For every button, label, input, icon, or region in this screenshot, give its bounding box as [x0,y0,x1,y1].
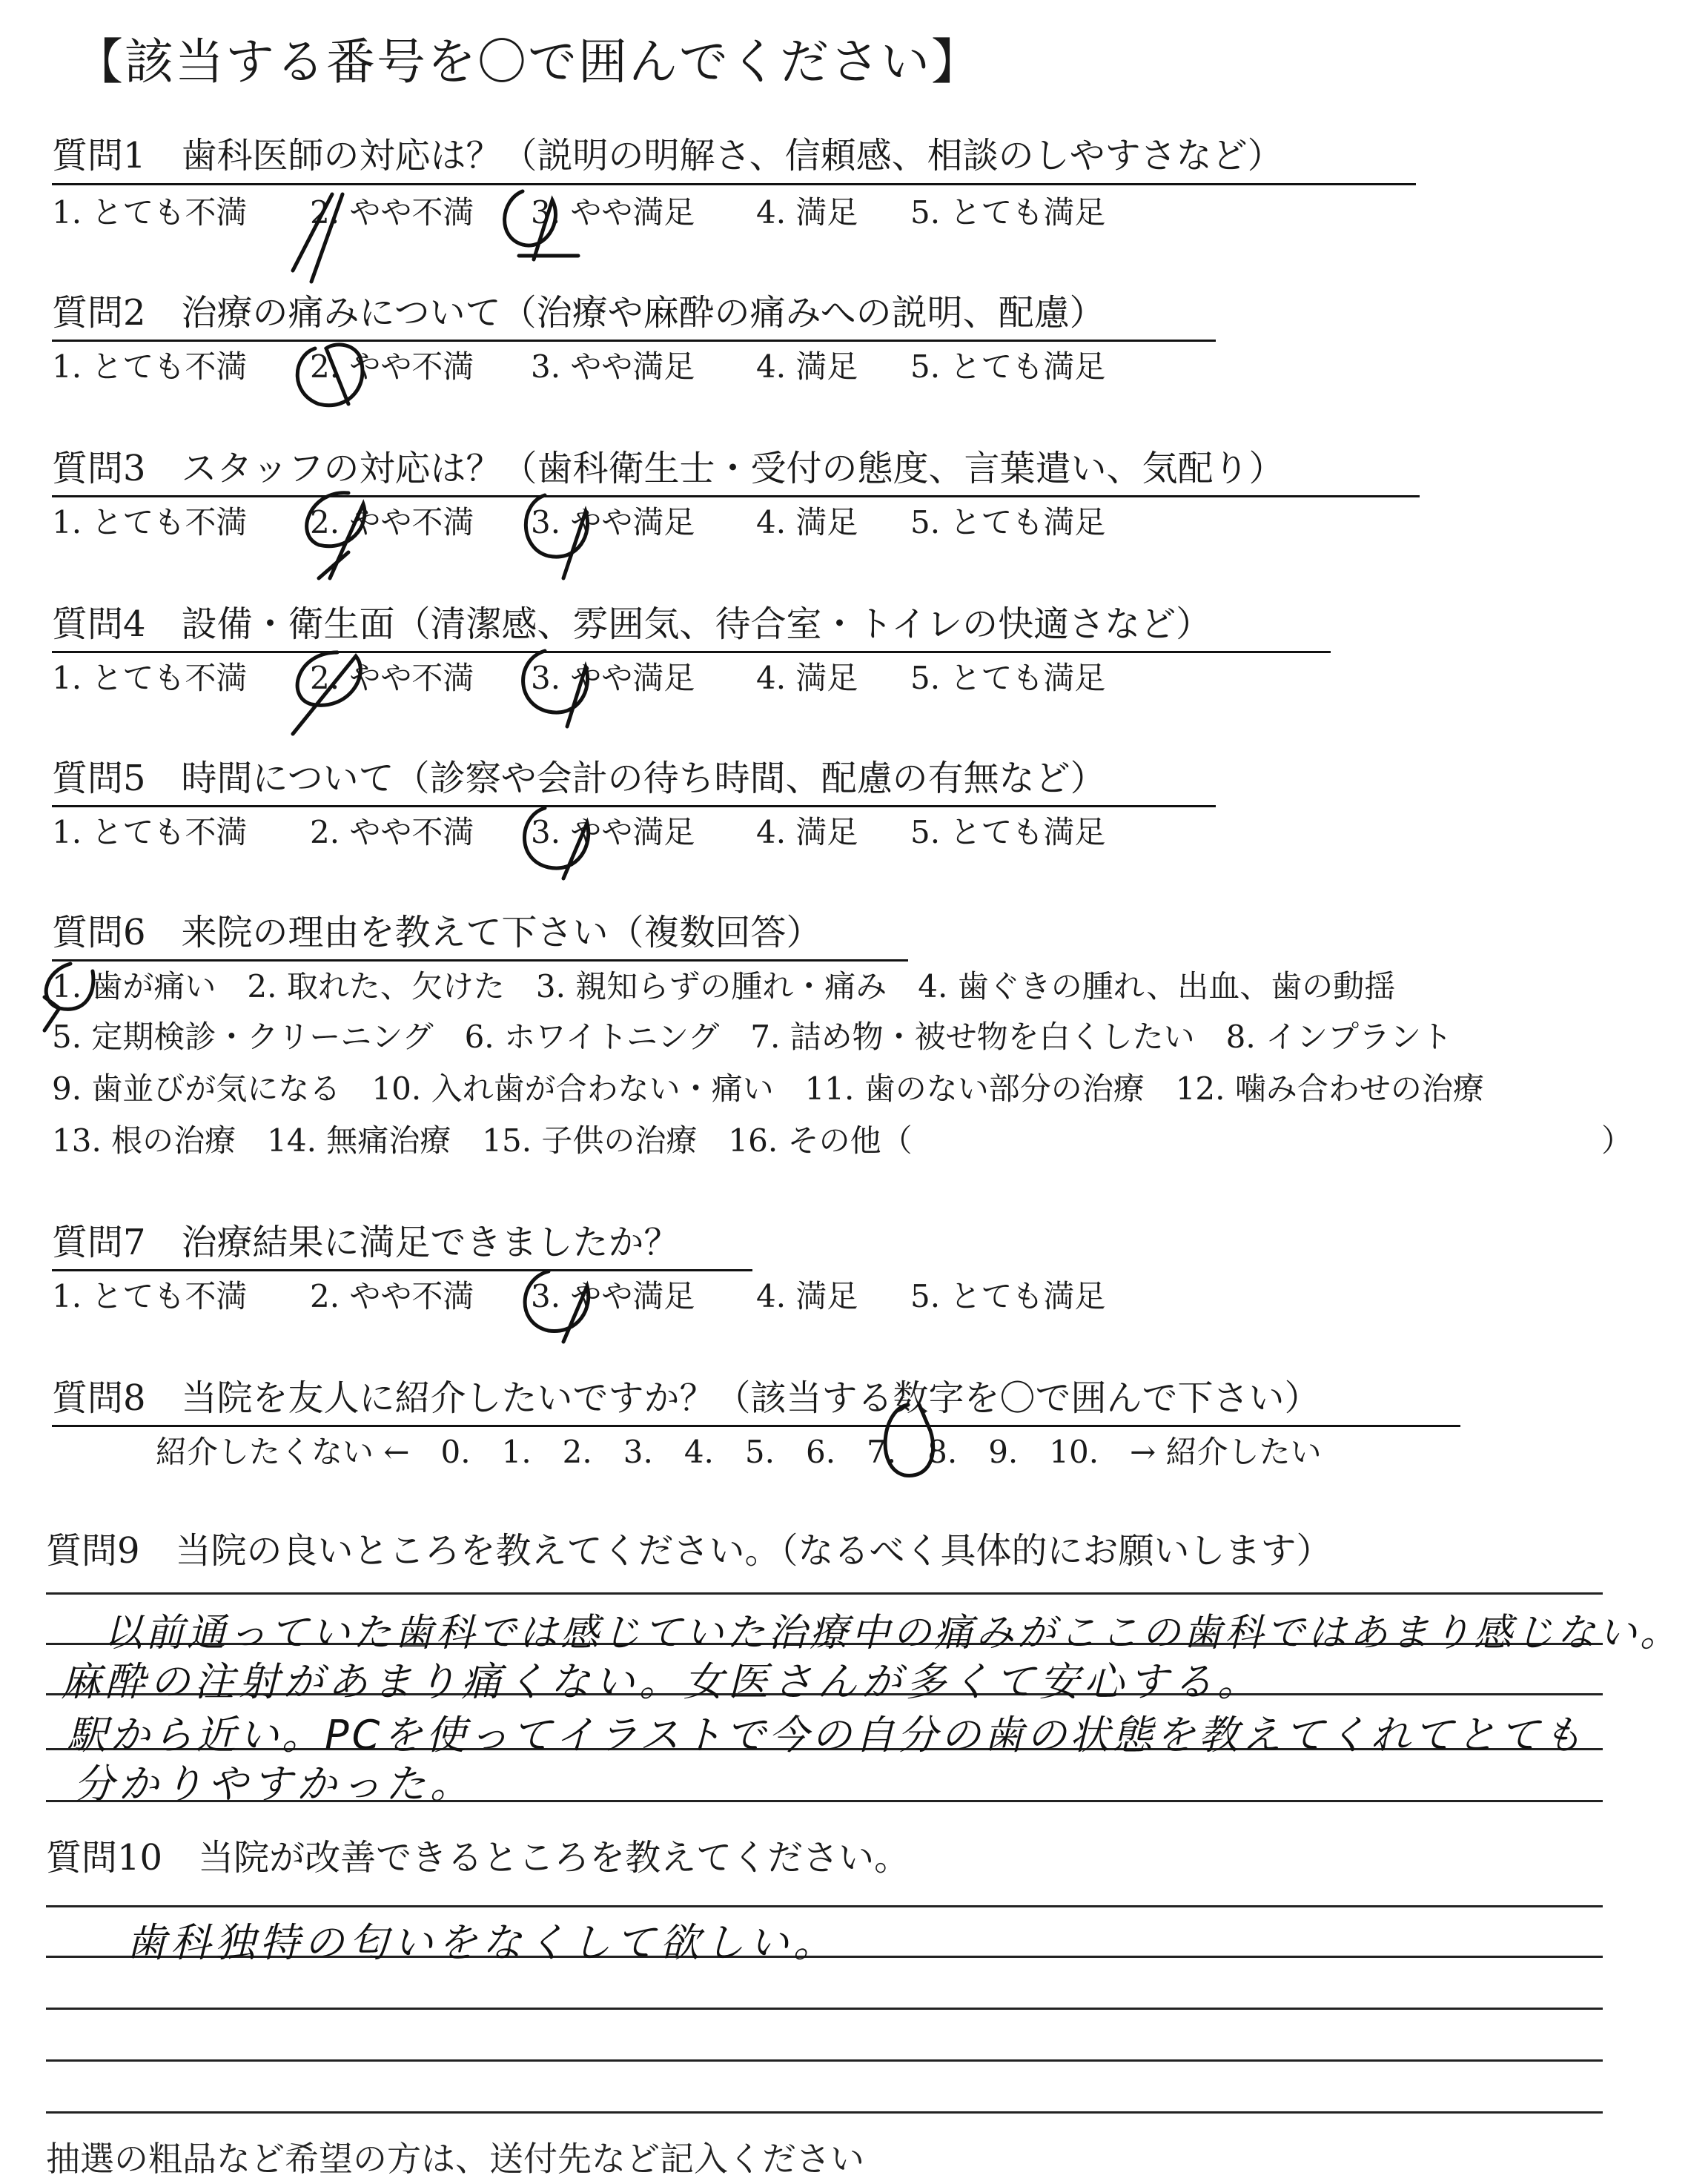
question-8-header: 質問8 当院を友人に紹介したいですか？（該当する数字を〇で囲んで下さい） [52,1377,1320,1419]
answer-text: 以前通っていた歯科では感じていた治療中の痛みがここの歯科ではあまり感じない。 [104,1611,1682,1655]
reason-row-2[interactable]: 5. 定期検診・クリーニング 6. ホワイトニング 7. 詰め物・被せ物を白くしたい 8. インプラント [52,1019,1453,1055]
reason-row-4[interactable]: 13. 根の治療 14. 無痛治療 15. 子供の治療 16. その他（ [52,1122,913,1159]
option-1[interactable]: 1. とても不満 [52,1278,248,1314]
other-close-paren: ） [1601,1122,1633,1159]
question-2-header: 質問2 治療の痛みについて（治療や麻酔の痛みへの説明、配慮） [52,292,1105,334]
divider [52,340,1216,342]
option-1[interactable]: 1. とても不満 [52,194,248,231]
reason-row-1[interactable]: 1. 歯が痛い 2. 取れた、欠けた 3. 親知らずの腫れ・痛み 4. 歯ぐきの腫れ、出血、歯の動揺 [52,968,1396,1005]
option-5[interactable]: 5. とても満足 [910,660,1106,696]
footer-note: 抽選の粗品など希望の方は、送付先など記入ください [46,2139,864,2179]
option-3[interactable]: 3. やや満足 [531,1278,695,1314]
option-2[interactable]: 2. やや不満 [310,814,474,850]
option-3[interactable]: 3. やや満足 [531,814,695,850]
option-1[interactable]: 1. とても不満 [52,504,248,540]
answer-line [46,2111,1603,2114]
option-3[interactable]: 3. やや満足 [531,504,695,540]
option-2[interactable]: 2. やや不満 [310,660,474,696]
option-1[interactable]: 1. とても不満 [52,814,248,850]
divider [52,183,1416,185]
option-2[interactable]: 2. やや不満 [310,1278,474,1314]
question-7-header: 質問7 治療結果に満足できましたか？ [52,1222,680,1263]
option-4[interactable]: 4. 満足 [756,660,858,696]
divider [52,805,1216,807]
option-4[interactable]: 4. 満足 [756,348,858,385]
option-2[interactable]: 2. やや不満 [310,504,474,540]
option-1[interactable]: 1. とても不満 [52,348,248,385]
question-5-header: 質問5 時間について（診察や会計の待ち時間、配慮の有無など） [52,758,1106,799]
question-6-header: 質問6 来院の理由を教えて下さい（複数回答） [52,912,822,953]
option-2[interactable]: 2. やや不満 [310,194,474,231]
reason-row-3[interactable]: 9. 歯並びが気になる 10. 入れ歯が合わない・痛い 11. 歯のない部分の治療 12. 噛み合わせの治療 [52,1070,1484,1107]
answer-line [46,2059,1603,2062]
answer-text: 駅から近い。PCを使ってイラストで今の自分の歯の状態を教えてくれてとても [67,1712,1586,1758]
option-4[interactable]: 4. 満足 [756,504,858,540]
answer-line [46,1592,1603,1595]
option-4[interactable]: 4. 満足 [756,1278,858,1314]
option-5[interactable]: 5. とても満足 [910,1278,1106,1314]
option-4[interactable]: 4. 満足 [756,814,858,850]
question-4-header: 質問4 設備・衛生面（清潔感、雰囲気、待合室・トイレの快適さなど） [52,603,1212,645]
option-3[interactable]: 3. やや満足 [531,660,695,696]
option-4[interactable]: 4. 満足 [756,194,858,231]
question-10-header: 質問10 当院が改善できるところを教えてください。 [46,1837,910,1879]
option-5[interactable]: 5. とても満足 [910,504,1106,540]
option-2[interactable]: 2. やや不満 [310,348,474,385]
option-5[interactable]: 5. とても満足 [910,194,1106,231]
page-title: 【該当する番号を〇で囲んでください】 [74,33,982,90]
divider [52,959,908,962]
option-3[interactable]: 3. やや満足 [531,194,695,231]
question-1-header: 質問1 歯科医師の対応は？（説明の明解さ、信頼感、相談のしやすさなど） [52,135,1283,176]
question-3-header: 質問3 スタッフの対応は？（歯科衛生士・受付の態度、言葉遣い、気配り） [52,448,1285,489]
option-5[interactable]: 5. とても満足 [910,814,1106,850]
divider [52,651,1331,653]
divider [52,1425,1460,1427]
divider [52,495,1420,497]
answer-text: 麻酔の注射があまり痛くない。女医さんが多くて安心する。 [61,1658,1262,1705]
answer-line [46,2008,1603,2010]
divider [52,1269,752,1271]
recommend-scale[interactable]: 紹介したくない ← 0. 1. 2. 3. 4. 5. 6. 7. 8. 9. 10. → 紹介したい [156,1434,1322,1470]
option-3[interactable]: 3. やや満足 [531,348,695,385]
answer-text: 歯科独特の匂いをなくして欲しい。 [126,1919,838,1966]
option-5[interactable]: 5. とても満足 [910,348,1106,385]
question-9-header: 質問9 当院の良いところを教えてください。（なるべく具体的にお願いします） [46,1530,1332,1572]
answer-line [46,1905,1603,1907]
option-1[interactable]: 1. とても不満 [52,660,248,696]
answer-text: 分かりやすかった。 [74,1761,474,1807]
